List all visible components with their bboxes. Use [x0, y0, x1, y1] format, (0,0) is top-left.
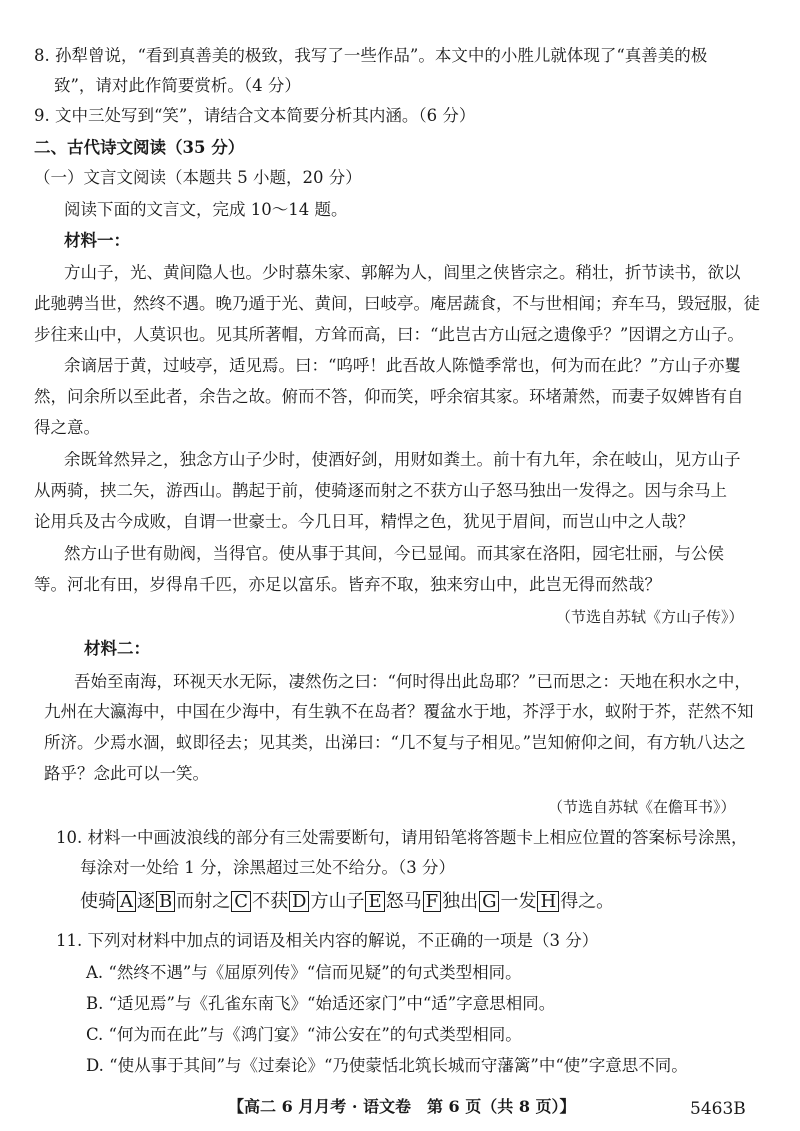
segment-text: 怒马 — [385, 891, 422, 912]
material-2-source: （节选自苏轼《在儋耳书》） — [548, 798, 736, 816]
question-8-line-1: 8. 孙犁曾说，“看到真善美的极致，我写了一些作品”。本文中的小胜儿就体现了“真善美的极 — [34, 46, 708, 65]
material-2-label: 材料二： — [84, 639, 150, 658]
paper-code: 5463B — [690, 1099, 746, 1119]
material-1-line: 然方山子世有勋阀，当得官。使从事于其间，今已显闻。而其家在洛阳，园宅壮丽，与公侯 — [64, 544, 724, 563]
break-option-g[interactable]: G — [479, 891, 499, 912]
question-9: 9. 文中三处写到“笑”，请结合文本简要分析其内涵。（6 分） — [34, 106, 476, 125]
material-2-line: 所济。少焉水涸，蚁即径去；见其类，出涕曰：“几不复与子相见。”岂知俯仰之间，有方轨八达之 — [44, 733, 746, 752]
page-footer: 【高二 6 月月考 · 语文卷 第 6 页（共 8 页）】 — [228, 1097, 576, 1116]
section-2-heading: 二、古代诗文阅读（35 分） — [34, 138, 245, 157]
segment-text: 一发 — [500, 891, 537, 912]
question-10-segmented-sentence — [80, 891, 614, 913]
segment-text: 方山子 — [310, 891, 365, 912]
question-11-option-b[interactable]: B. “适见焉”与《孔雀东南飞》“始适还家门”中“适”字意思相同。 — [86, 994, 556, 1013]
break-option-h[interactable]: H — [537, 891, 559, 912]
break-option-b[interactable]: B — [156, 891, 175, 912]
material-1-line: 余谪居于黄，过岐亭，适见焉。曰：“呜呼！此吾故人陈慥季常也，何为而在此？”方山子亦矍 — [64, 356, 741, 375]
segment-text: 得之。 — [560, 891, 615, 912]
material-1-line: 然，问余所以至此者，余告之故。俯而不答，仰而笑，呼余宿其家。环堵萧然，而妻子奴婢皆有自 — [34, 387, 744, 406]
question-11-option-c[interactable]: C. “何为而在此”与《鸿门宴》“沛公安在”的句式类型相同。 — [86, 1025, 522, 1044]
material-1-source: （节选自苏轼《方山子传》） — [556, 608, 744, 626]
material-1-line: 步往来山中，人莫识也。见其所著帽，方耸而高，曰：“此岂古方山冠之遗像乎？”因谓之方山子。 — [34, 325, 744, 344]
material-2-line: 九州在大瀛海中，中国在少海中，有生孰不在岛者？覆盆水于地，芥浮于水，蚁附于芥，茫然不知 — [44, 702, 754, 721]
question-11-stem: 11. 下列对材料中加点的词语及相关内容的解说，不正确的一项是（3 分） — [56, 931, 599, 950]
break-option-a[interactable]: A — [117, 891, 136, 912]
subsection-1-heading: （一）文言文阅读（本题共 5 小题，20 分） — [34, 168, 362, 187]
material-1-line: 等。河北有田，岁得帛千匹，亦足以富乐。皆弃不取，独来穷山中，此岂无得而然哉？ — [34, 575, 661, 594]
break-option-e[interactable]: E — [365, 891, 384, 912]
question-10-line-2: 每涂对一处给 1 分，涂黑超过三处不给分。（3 分） — [80, 858, 455, 877]
material-1-line: 余既耸然异之，独念方山子少时，使酒好剑，用财如粪土。前十有九年，余在岐山，见方山子 — [64, 450, 741, 469]
material-1-line: 方山子，光、黄间隐人也。少时慕朱家、郭解为人，闾里之侠皆宗之。稍壮，折节读书，欲以 — [64, 263, 741, 282]
material-2-line: 吾始至南海，环视天水无际，凄然伤之曰：“何时得出此岛耶？”已而思之：天地在积水之中， — [74, 672, 751, 691]
question-11-option-d[interactable]: D. “使从事于其间”与《过秦论》“乃使蒙恬北筑长城而守藩篱”中“使”字意思不同。 — [86, 1056, 688, 1075]
material-1-label: 材料一： — [64, 231, 130, 250]
question-10-line-1: 10. 材料一中画波浪线的部分有三处需要断句，请用铅笔将答题卡上相应位置的答案标号涂黑， — [56, 828, 748, 847]
segment-text: 使骑 — [80, 891, 116, 912]
material-1-line: 此驰骋当世，然终不遇。晚乃遁于光、黄间，曰岐亭。庵居蔬食，不与世相闻；弃车马，毁冠服，徒 — [34, 294, 760, 313]
material-2-line: 路乎？念此可以一笑。 — [44, 764, 209, 783]
break-option-d[interactable]: D — [289, 891, 309, 912]
break-option-f[interactable]: F — [423, 891, 442, 912]
material-1-line: 论用兵及古今成败，自谓一世豪士。今几日耳，精悍之色，犹见于眉间，而岂山中之人哉？ — [34, 512, 694, 531]
segment-text: 而射之 — [176, 891, 231, 912]
break-option-c[interactable]: C — [231, 891, 251, 912]
material-1-line: 得之意。 — [34, 418, 100, 437]
question-8-line-2: 致”，请对此作简要赏析。（4 分） — [54, 76, 301, 95]
material-1-line: 从两骑，挟二矢，游西山。鹊起于前，使骑逐而射之不获方山子怒马独出一发得之。因与余马上 — [34, 481, 727, 500]
segment-text: 不获 — [252, 891, 289, 912]
segment-text: 独出 — [442, 891, 479, 912]
segment-text: 逐 — [137, 891, 155, 912]
instruction: 阅读下面的文言文，完成 10～14 题。 — [64, 200, 348, 219]
question-11-option-a[interactable]: A. “然终不遇”与《屈原列传》“信而见疑”的句式类型相同。 — [86, 963, 522, 982]
